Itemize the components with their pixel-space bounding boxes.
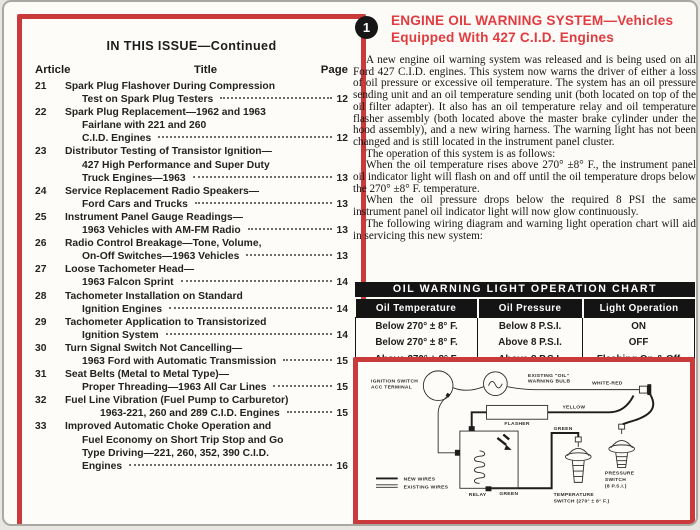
toc-page-number: 14 [336,277,348,289]
toc-header-title: Title [193,64,218,76]
toc-entry-line [35,145,348,158]
dot-leader [158,136,331,138]
ignition-switch-symbol [423,371,453,401]
dot-leader [166,333,332,335]
chart-col-oil-temperature: Oil Temperature [356,299,478,318]
toc-entry-line [35,159,348,172]
toc-article-title: Seat Belts (Metal to Metal Type)— [65,369,230,381]
toc-page-number: 13 [336,225,348,237]
toc-entry-line [35,132,348,145]
chart-title: OIL WARNING LIGHT OPERATION CHART [355,282,695,297]
dot-leader [181,280,332,282]
article-title [391,13,696,46]
chart-col-oil-pressure: Oil Pressure [478,299,583,318]
toc-entry-line [35,224,348,237]
toc-article-title: Fuel Economy on Short Trip Stop and Go [82,434,284,446]
toc-entry-line [35,420,348,433]
dot-leader [246,254,331,256]
toc-entry-line [35,460,348,473]
toc-article-number: 31 [35,369,47,381]
toc-box [17,14,366,526]
toc-article-title: Type Driving—221, 260, 352, 390 C.I.D. [82,447,269,459]
toc-entry-line [35,447,348,460]
toc-article-title: Radio Control Breakage—Tone, Volume, [65,238,262,250]
bulletin-page [2,0,698,526]
toc-page-number: 14 [336,303,348,315]
toc-article-title: Ignition Engines [82,303,163,315]
toc-article-number: 22 [35,107,47,119]
dot-leader [169,307,331,309]
toc-entry-line [35,263,348,276]
toc-article-number: 26 [35,238,47,250]
toc-entry-line [35,237,348,250]
toc-article-title: Spark Plug Flashover During Compression [65,81,275,92]
warning-bulb-symbol [484,372,508,396]
toc-header-page: Page [320,64,348,76]
legend [376,478,398,487]
toc-article-title: 1963 Ford with Automatic Transmission [82,355,277,367]
article-paragraph: When the oil temperature rises above 270° ±8° F., the instrument panel oil indicator light will flash on and off until the oil temperature drops below the 270° ±8° F. temperature. [353,159,696,195]
wire-ignition-to-bulb [453,387,484,390]
toc-article-title: Tachometer Installation on Standard [65,290,243,302]
toc-header-article: Article [35,64,71,76]
toc-article-number: 33 [35,421,47,433]
toc-entry-line [35,93,348,106]
table-row [356,318,695,335]
toc-page-number: 14 [336,329,348,341]
toc-page-number: 12 [336,133,348,145]
dot-leader [195,202,332,204]
legend-existing-wires-label: EXISTING WIRES [403,485,449,491]
toc-article-title: Fuel Line Vibration (Fuel Pump to Carburetor) [65,395,289,407]
toc-entry-line [35,172,348,185]
toc-entry-line [35,185,348,198]
article-paragraph: When the oil pressure drops below the required 8 PSI the same instrument panel oil indicator light will now glow continuously. [353,194,696,219]
toc-entry-line [35,381,348,394]
relay-label: RELAY [468,493,487,499]
green-bottom-wire-label: GREEN [499,492,519,498]
toc-entry-line [35,316,348,329]
article-title-line1: ENGINE OIL WARNING SYSTEM—Vehicles [391,13,674,28]
toc-article-title: C.I.D. Engines [82,133,152,145]
pressure-switch-label-2: SWITCH [604,477,627,483]
article-paragraph: The operation of this system is as follows: [366,147,556,160]
toc-article-title: Engines [82,460,123,472]
article-title-line2: Equipped With 427 C.I.D. Engines [391,29,615,45]
toc-article-title: Ignition System [82,329,159,341]
toc-article-title: Proper Threading—1963 All Car Lines [82,382,267,394]
relay-box [455,426,518,491]
ignition-switch-label-2: ACC TERMINAL [371,385,413,391]
toc-entry-line [35,394,348,407]
toc-entry-line [35,276,348,289]
temperature-switch-label-2: SWITCH (270° ± 8° F.) [553,499,610,505]
dot-leader [248,228,332,230]
toc-page-number: 13 [336,198,348,210]
toc-page-number: 13 [336,172,348,184]
toc-page-number: 15 [336,382,348,394]
toc-entry-line [35,106,348,119]
green-top-wire-label: GREEN [553,427,573,433]
toc-page-number: 15 [336,355,348,367]
bulb-label-2: WARNING BULB [527,379,571,385]
cell-oil-temperature: Below 270° ± 8° F. [356,318,478,335]
toc-article-title: Improved Automatic Choke Operation and [65,421,272,433]
bulb-label-1: EXISTING "OIL" [527,373,570,379]
toc-article-title: 427 High Performance and Super Duty [82,159,270,171]
article-number-badge: 1 [355,16,378,39]
oil-warning-operation-chart [355,282,695,369]
toc-page-number: 15 [336,408,348,420]
legend-new-wires-label: NEW WIRES [403,477,436,483]
toc-article-title: 1963 Falcon Sprint [82,277,174,289]
toc-article-number: 27 [35,264,47,276]
toc-page-number: 12 [336,94,348,106]
toc-article-title: Spark Plug Replacement—1962 and 1963 [65,107,266,119]
dot-leader [287,411,332,413]
temperature-switch-label-1: TEMPERATURE [553,493,594,499]
toc-article-number: 32 [35,395,47,407]
toc-column-headers [35,64,348,76]
dot-leader [283,359,331,361]
contact-symbol [497,435,511,450]
cell-oil-temperature: Below 270° ± 8° F. [356,335,478,352]
wire-ignition-to-relay [438,397,455,453]
wire-to-pressure-switch [623,395,654,425]
toc-article-title: On-Off Switches—1963 Vehicles [82,251,240,263]
article-paragraph: The following wiring diagram and warning light operation chart will aid in servicing this new system: [353,217,696,242]
toc-article-title: Distributor Testing of Transistor Ignition— [65,146,272,158]
pressure-switch-symbol [609,424,635,467]
flasher-label: FLASHER [504,422,530,428]
toc-article-number: 30 [35,342,47,354]
toc-entry-line [35,119,348,132]
flasher-box [487,405,548,419]
toc-article-title: 1963-221, 260 and 289 C.I.D. Engines [100,408,280,420]
toc-article-title: 1963 Vehicles with AM-FM Radio [82,225,241,237]
cell-oil-pressure: Below 8 P.S.I. [478,318,583,335]
toc-article-number: 23 [35,146,47,158]
ignition-switch-label-1: IGNITION SWITCH [371,379,419,385]
connector-symbol [639,384,651,395]
toc-list [35,80,348,473]
toc-page-number: 13 [336,251,348,263]
toc-entry-line [35,198,348,211]
wire-green [491,433,578,488]
dot-leader [220,97,331,99]
toc-entry-line [35,434,348,447]
wiring-diagram-box [353,357,695,525]
article-paragraph: A new engine oil warning system was released and is being used on all Ford 427 C.I.D. engines. This system now warns the driver of either a loss of oil pressure or excessive oil temperature. The system has an oil pressure sending unit and an oil temperature sending unit (both located on top of the oil filter adapter). It also has an oil temperature relay and oil temperature flasher assembly (both located above the master brake cylinder under the hood assembly), and a new wiring harness. The warning light has not been changed and is still located in the instrument panel cluster. [353,55,696,148]
cell-light-operation: OFF [583,335,695,352]
toc-article-number: 21 [35,81,47,92]
toc-article-title: Service Replacement Radio Speakers— [65,185,260,197]
toc-article-title: Turn Signal Switch Not Cancelling— [65,342,243,354]
toc-entry-line [35,342,348,355]
wire-white-red [507,387,639,390]
cell-oil-pressure: Above 8 P.S.I. [478,335,583,352]
toc-entry-line [35,329,348,342]
toc-article-title: Instrument Panel Gauge Readings— [65,211,243,223]
white-red-wire-label: WHITE-RED [592,381,623,387]
pressure-switch-label-3: (8 P.S.I.) [604,484,627,490]
dot-leader [193,176,332,178]
toc-article-number: 24 [35,185,47,197]
toc-article-title: Truck Engines—1963 [82,172,186,184]
toc-article-number: 28 [35,290,47,302]
article-body [353,55,696,279]
dot-leader [273,385,331,387]
toc-entry-line [35,303,348,316]
toc-article-number: 25 [35,211,47,223]
toc-entry-line [35,211,348,224]
wiring-diagram [358,362,690,510]
wire-yellow [548,396,634,413]
table-row [356,335,695,352]
toc-entry-line [35,407,348,420]
toc-article-title: Tachometer Application to Transistorized [65,316,267,328]
toc-article-title: Loose Tachometer Head— [65,264,195,276]
temperature-switch-symbol [565,437,591,482]
toc-title: IN THIS ISSUE—Continued [106,39,277,53]
toc-entry-line [35,290,348,303]
toc-article-title: Test on Spark Plug Testers [82,94,214,106]
toc-article-title: Fairlane with 221 and 260 [82,120,207,132]
toc-page-number: 16 [336,460,348,472]
toc-article-number: 29 [35,316,47,328]
chart-col-light-operation: Light Operation [583,299,695,318]
pressure-switch-label-1: PRESSURE [604,471,635,477]
toc-entry-line [35,355,348,368]
coil-symbol [474,451,484,484]
toc-entry-line [35,368,348,381]
cell-light-operation: ON [583,318,695,335]
legend-existing-wires-line [376,485,398,487]
toc-article-title: Ford Cars and Trucks [82,198,188,210]
yellow-wire-label: YELLOW [562,405,586,411]
dot-leader [129,464,331,466]
toc-entry-line [35,80,348,93]
article-column [353,13,696,525]
wire-flasher-to-relay [472,412,487,427]
article-header [353,13,696,46]
toc-entry-line [35,250,348,263]
